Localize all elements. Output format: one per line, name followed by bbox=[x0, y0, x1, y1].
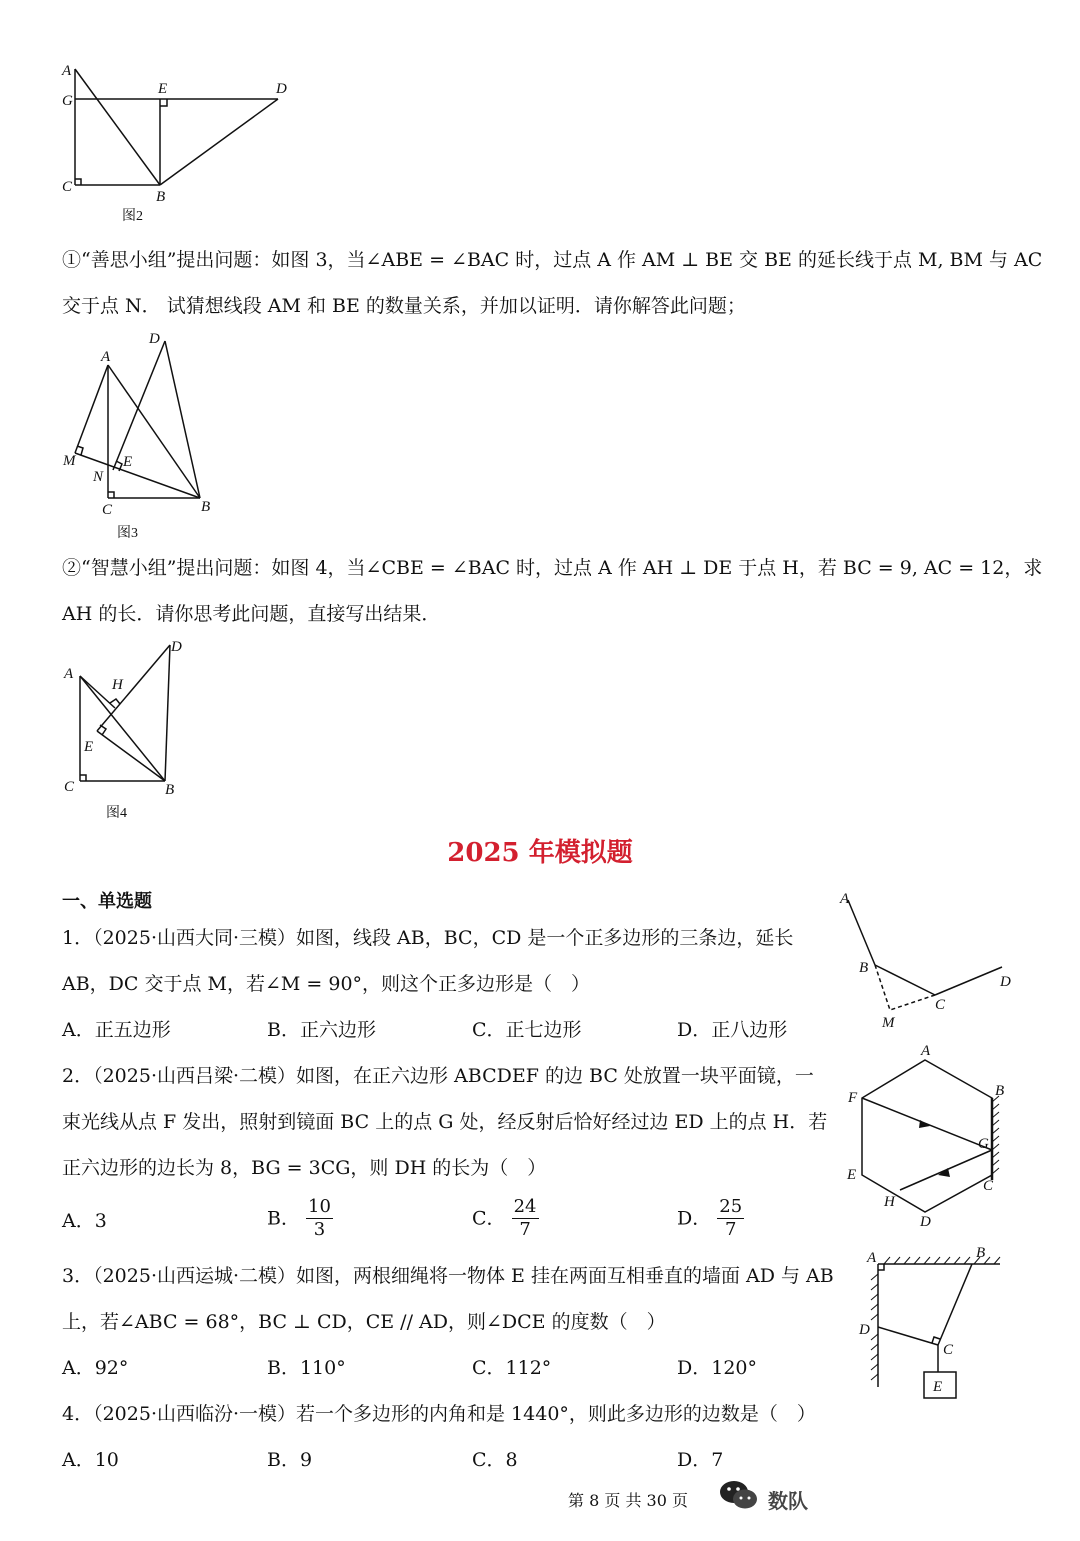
q2-stem-line3: 正六边形的边长为 8，BG = 3CG，则 DH 的长为（ ） bbox=[62, 1157, 547, 1179]
q1fig-label-c: C bbox=[935, 997, 946, 1013]
fig3-label-d: D bbox=[149, 331, 160, 347]
q2-option-c bbox=[472, 1196, 539, 1241]
q4-option-a: A．10 bbox=[62, 1449, 119, 1471]
fig3-caption: 图3 bbox=[117, 526, 138, 541]
wechat-icon bbox=[718, 1478, 760, 1512]
fig3-label-b: B bbox=[201, 499, 211, 515]
fig4-label-h: H bbox=[112, 677, 123, 693]
q2-option-d bbox=[677, 1196, 744, 1241]
q1fig-label-d: D bbox=[1000, 974, 1011, 990]
q3-option-d: D．120° bbox=[677, 1357, 757, 1379]
fig4-label-e: E bbox=[84, 739, 94, 755]
q1-option-a: A．正五边形 bbox=[62, 1019, 171, 1041]
q2fig-label-e: E bbox=[847, 1167, 857, 1183]
fig3-label-n: N bbox=[93, 469, 104, 485]
q1fig-label-b: B bbox=[859, 960, 869, 976]
q1-option-d: D．正八边形 bbox=[677, 1019, 788, 1041]
q4-option-d: D．7 bbox=[677, 1449, 724, 1471]
q3fig-label-a: A bbox=[867, 1250, 877, 1266]
fig4-label-d: D bbox=[171, 639, 182, 655]
q4-option-b: B．9 bbox=[267, 1449, 313, 1471]
q2-option-d-num: 25 bbox=[719, 1196, 743, 1217]
section-title: 2025 年模拟题 bbox=[447, 838, 633, 868]
q2-option-b bbox=[267, 1196, 333, 1241]
q2fig-label-a: A bbox=[921, 1043, 931, 1059]
q2-option-c-den: 7 bbox=[519, 1219, 531, 1240]
part2-line1: ②“智慧小组”提出问题：如图 4，当∠CBE = ∠BAC 时，过点 A 作 AH ⊥ DE 于点 H，若 BC = 9, AC = 12，求 bbox=[62, 557, 1043, 579]
q1-option-c: C．正七边形 bbox=[472, 1019, 582, 1041]
fig2-caption: 图2 bbox=[122, 209, 143, 224]
page-number: 第 8 页 共 30 页 bbox=[568, 1491, 688, 1510]
q1-option-b: B．正六边形 bbox=[267, 1019, 376, 1041]
q2fig-label-h: H bbox=[884, 1194, 895, 1210]
fig4-label-c: C bbox=[64, 779, 75, 795]
section-heading: 一、单选题 bbox=[62, 891, 152, 912]
fig2-label-e: E bbox=[158, 81, 168, 97]
q3-stem-line2: 上，若∠ABC = 68°，BC ⊥ CD，CE // AD，则∠DCE 的度数（ ） bbox=[62, 1311, 666, 1333]
part1-line2: 交于点 N． 试猜想线段 AM 和 BE 的数量关系，并加以证明．请你解答此问题； bbox=[62, 295, 746, 317]
q2-option-d-fraction bbox=[717, 1196, 744, 1241]
q3-stem-line1: 3．（2025·山西运城·二模）如图，两根细绳将一物体 E 挂在两面互相垂直的墙面 AD 与 AB bbox=[62, 1265, 834, 1287]
q3fig-label-c: C bbox=[943, 1342, 954, 1358]
q2-option-b-den: 3 bbox=[313, 1219, 326, 1240]
q2fig-label-c: C bbox=[983, 1178, 994, 1194]
q2fig-label-f: F bbox=[848, 1090, 858, 1106]
q3-option-c: C．112° bbox=[472, 1357, 552, 1379]
q4-stem-line1: 4．（2025·山西临汾·一模）若一个多边形的内角和是 1440°，则此多边形的边数是（ ） bbox=[62, 1403, 816, 1425]
part1-line1: ①“善思小组”提出问题：如图 3，当∠ABE = ∠BAC 时，过点 A 作 AM ⊥ BE 交 BE 的延长线于点 M, BM 与 AC bbox=[62, 249, 1043, 271]
q2-stem-line2: 束光线从点 F 发出，照射到镜面 BC 上的点 G 处，经反射后恰好经过边 ED 上的点 H．若 bbox=[62, 1111, 828, 1133]
q3fig-label-b: B bbox=[976, 1245, 986, 1261]
q2-option-b-fraction bbox=[306, 1196, 333, 1241]
fig3-label-a: A bbox=[101, 349, 111, 365]
part2-line2: AH 的长．请你思考此问题，直接写出结果． bbox=[62, 603, 441, 625]
q2-option-a: A．3 bbox=[62, 1210, 107, 1232]
q2-option-d-label: D． bbox=[677, 1207, 712, 1230]
fig4-caption: 图4 bbox=[106, 806, 127, 821]
fig2-label-d: D bbox=[276, 81, 287, 97]
q2-option-c-fraction bbox=[512, 1196, 539, 1241]
q2-stem-line1: 2．（2025·山西吕梁·二模）如图，在正六边形 ABCDEF 的边 BC 处放置一块平面镜，一 bbox=[62, 1065, 814, 1087]
q3fig-label-d: D bbox=[859, 1322, 870, 1338]
q2-option-d-den: 7 bbox=[725, 1219, 737, 1240]
fig4-label-a: A bbox=[64, 666, 74, 682]
q2-option-c-num: 24 bbox=[513, 1196, 537, 1217]
q2fig-label-b: B bbox=[995, 1083, 1005, 1099]
fig3-label-e: E bbox=[123, 454, 133, 470]
watermark-text: 数队 bbox=[768, 1489, 808, 1513]
q2-option-b-num: 10 bbox=[308, 1196, 331, 1217]
q1-stem-line2: AB，DC 交于点 M，若∠M = 90°，则这个正多边形是（ ） bbox=[62, 973, 591, 995]
figure-4 bbox=[55, 633, 215, 828]
figure-2 bbox=[50, 55, 310, 235]
fig3-label-m: M bbox=[63, 453, 76, 469]
q1fig-label-a: A bbox=[840, 891, 850, 907]
q3fig-label-e: E bbox=[933, 1379, 943, 1395]
q1-figure bbox=[835, 888, 1030, 1033]
q2-figure bbox=[840, 1040, 1040, 1230]
fig2-label-a: A bbox=[62, 63, 72, 79]
q2-option-b-label: B． bbox=[267, 1207, 300, 1230]
q2fig-label-d: D bbox=[920, 1214, 931, 1230]
fig2-label-g: G bbox=[62, 93, 73, 109]
q2fig-label-g: G bbox=[978, 1136, 989, 1152]
q1fig-label-m: M bbox=[882, 1015, 895, 1031]
figure-3 bbox=[55, 325, 235, 550]
q3-option-b: B．110° bbox=[267, 1357, 346, 1379]
q3-figure bbox=[850, 1242, 1010, 1407]
q3-option-a: A．92° bbox=[62, 1357, 129, 1379]
q1-stem-line1: 1．（2025·山西大同·三模）如图，线段 AB，BC，CD 是一个正多边形的三条边，延长 bbox=[62, 927, 794, 949]
fig3-label-c: C bbox=[102, 502, 113, 518]
fig2-label-b: B bbox=[156, 189, 166, 205]
q4-option-c: C．8 bbox=[472, 1449, 518, 1471]
q2-option-c-label: C． bbox=[472, 1207, 506, 1230]
fig2-label-c: C bbox=[62, 179, 73, 195]
fig4-label-b: B bbox=[165, 782, 175, 798]
